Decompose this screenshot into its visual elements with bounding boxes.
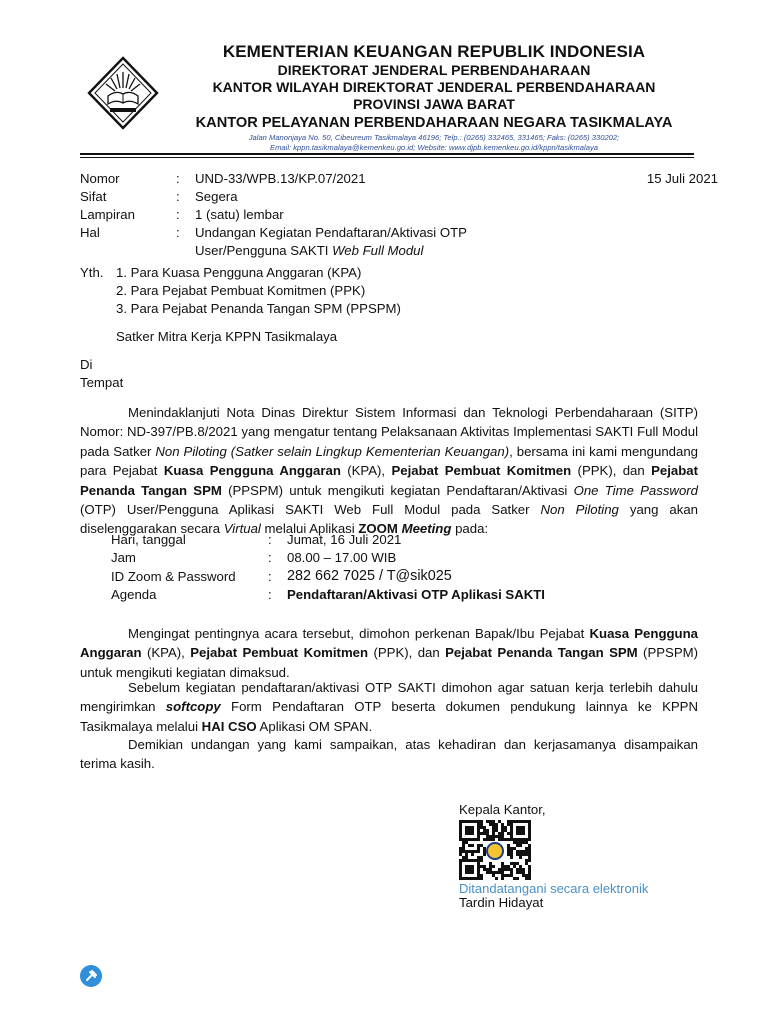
colon: : [176, 171, 180, 186]
letterhead-regional-office: KANTOR WILAYAH DIREKTORAT JENDERAL PERBENDAHARAAN [212, 79, 656, 95]
recipient-item: 1. Para Kuasa Pengguna Anggaran (KPA) [116, 265, 362, 280]
schedule-value-date: Jumat, 16 Juli 2021 [287, 532, 402, 547]
ministry-logo [86, 56, 160, 130]
nomor-value: UND-33/WPB.13/KP.07/2021 [195, 171, 366, 186]
lampiran-value: 1 (satu) lembar [195, 207, 284, 222]
hal-value-italic: Web Full Modul [332, 243, 424, 258]
sifat-value: Segera [195, 189, 238, 204]
lampiran-label: Lampiran [80, 207, 135, 222]
letterhead-ministry: KEMENTERIAN KEUANGAN REPUBLIK INDONESIA [222, 42, 646, 61]
letter-date: 15 Juli 2021 [646, 171, 718, 186]
qr-code-signature [459, 820, 531, 880]
colon: : [268, 569, 272, 584]
letterhead-contact: Email: kppn.tasikmalaya@kemenkeu.go.id; Website: www.djpb.kemenkeu.go.id/kppn/tasikmalaya [270, 143, 598, 152]
signer-name: Tardin Hidayat [459, 895, 544, 910]
schedule-value-zoom: 282 662 7025 / T@sik025 [287, 568, 452, 584]
body-paragraph-2: Mengingat pentingnya acara tersebut, dimohon perkenan Bapak/Ibu Pejabat Kuasa Pengguna Anggaran (KPA), Pejabat Pembuat Komitmen (PPK), dan Pejabat Penanda Tangan SPM (PPSPM) untuk mengikuti kegiatan dimaksud. [80, 626, 699, 680]
signer-title: Kepala Kantor, [459, 802, 546, 817]
tempat-label: Tempat [80, 375, 124, 390]
letterhead-province: PROVINSI JAWA BARAT [353, 96, 515, 112]
pin-icon [79, 964, 103, 988]
letterhead [164, 42, 704, 153]
colon: : [268, 532, 272, 547]
colon: : [176, 207, 180, 222]
colon: : [176, 225, 180, 240]
body-paragraph-1: Menindaklanjuti Nota Dinas Direktur Sistem Informasi dan Teknologi Perbendaharaan (SITP) Nomor: ND-397/PB.8/2021 yang mengatur tentang Pelaksanaan Aktivitas Implementasi SAKTI Full Modul pada Satker Non Piloting (Satker selain Lingkup Kementerian Keuangan), bersama ini kami mengundang para Pejabat Kuasa Pengguna Anggaran (KPA), Pejabat Pembuat Komitmen (PPK), dan Pejabat Penanda Tangan SPM (PPSPM) untuk mengikuti kegiatan Pendaftaran/Aktivasi One Time Password (OTP) User/Pengguna Aplikasi SAKTI Web Full Modul pada Satker Non Piloting yang akan diselenggarakan secara Virtual melalui Aplikasi ZOOM Meeting pada: [80, 405, 699, 537]
letterhead-address: Jalan Manonjaya No. 50, Cibeureum Tasikmalaya 46196; Telp.: (0265) 332465, 331465; Faks: (0265) 330202; [248, 133, 620, 142]
satker-line: Satker Mitra Kerja KPPN Tasikmalaya [116, 329, 338, 344]
hal-value-continued [195, 242, 423, 260]
body-paragraph-4: Demikian undangan yang kami sampaikan, atas kehadiran dan kerjasamanya disampaikan terima kasih. [80, 737, 698, 772]
nomor-label: Nomor [80, 171, 120, 186]
hal-label: Hal [80, 225, 100, 240]
letterhead-divider [80, 153, 694, 155]
di-label: Di [80, 357, 93, 372]
colon: : [268, 587, 272, 602]
schedule-value-time: 08.00 – 17.00 WIB [287, 550, 397, 565]
schedule-label-zoom: ID Zoom & Password [111, 569, 236, 584]
yth-label: Yth. [80, 265, 104, 280]
e-signature-note: Ditandatangani secara elektronik [459, 881, 649, 896]
hal-value-text: User/Pengguna SAKTI [195, 243, 333, 258]
recipient-item: 3. Para Pejabat Penanda Tangan SPM (PPSPM) [116, 301, 401, 316]
sifat-label: Sifat [80, 189, 107, 204]
letterhead-divider-thin [80, 157, 694, 158]
schedule-label-date: Hari, tanggal [111, 532, 186, 547]
hal-value: Undangan Kegiatan Pendaftaran/Aktivasi OTP [195, 225, 467, 240]
body-paragraph-3: Sebelum kegiatan pendaftaran/aktivasi OTP SAKTI dimohon agar satuan kerja terlebih dahulu mengirimkan softcopy Form Pendaftaran OTP beserta dokumen pendukung lainnya ke KPPN Tasikmalaya melalui HAI CSO Aplikasi OM SPAN. [80, 680, 698, 734]
colon: : [268, 550, 272, 565]
schedule-value-agenda: Pendaftaran/Aktivasi OTP Aplikasi SAKTI [287, 587, 545, 602]
schedule-label-agenda: Agenda [111, 587, 157, 602]
colon: : [176, 189, 180, 204]
letterhead-directorate: DIREKTORAT JENDERAL PERBENDAHARAAN [277, 62, 591, 78]
letterhead-office: KANTOR PELAYANAN PERBENDAHARAAN NEGARA TASIKMALAYA [195, 115, 673, 131]
recipient-item: 2. Para Pejabat Pembuat Komitmen (PPK) [116, 283, 366, 298]
schedule-label-time: Jam [111, 550, 136, 565]
